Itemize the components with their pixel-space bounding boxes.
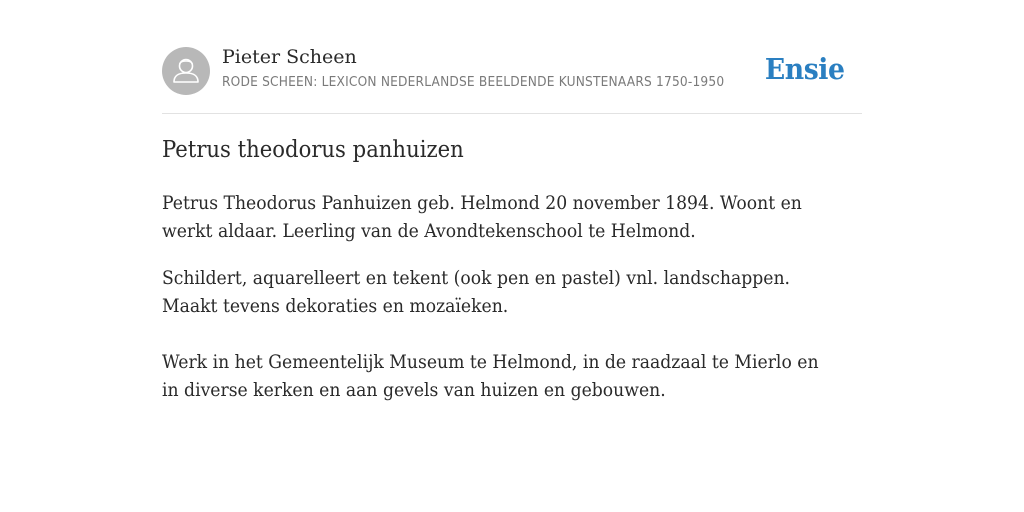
user-icon xyxy=(162,47,210,95)
article-paragraph: Petrus Theodorus Panhuizen geb. Helmond 20 november 1894. Woont en werkt aldaar. Leerling van de Avondtekenschool te Helmond. xyxy=(162,193,802,242)
article-paragraph: Werk in het Gemeentelijk Museum te Helmond, in de raadzaal te Mierlo en in diverse kerken en aan gevels van huizen en gebouwen. xyxy=(162,352,819,401)
avatar[interactable] xyxy=(162,47,210,95)
article-paragraph: Schildert, aquarelleert en tekent (ook pen en pastel) vnl. landschappen. Maakt tevens dekoraties en mozaïeken. xyxy=(162,268,791,317)
brand-logo[interactable]: Ensie xyxy=(764,52,844,86)
author-name[interactable]: Pieter Scheen xyxy=(222,46,357,68)
source-title[interactable]: RODE SCHEEN: LEXICON NEDERLANDSE BEELDENDE KUNSTENAARS 1750-1950 xyxy=(222,75,725,90)
divider xyxy=(162,113,862,114)
article-title: Petrus theodorus panhuizen xyxy=(162,137,464,163)
header xyxy=(162,46,862,96)
